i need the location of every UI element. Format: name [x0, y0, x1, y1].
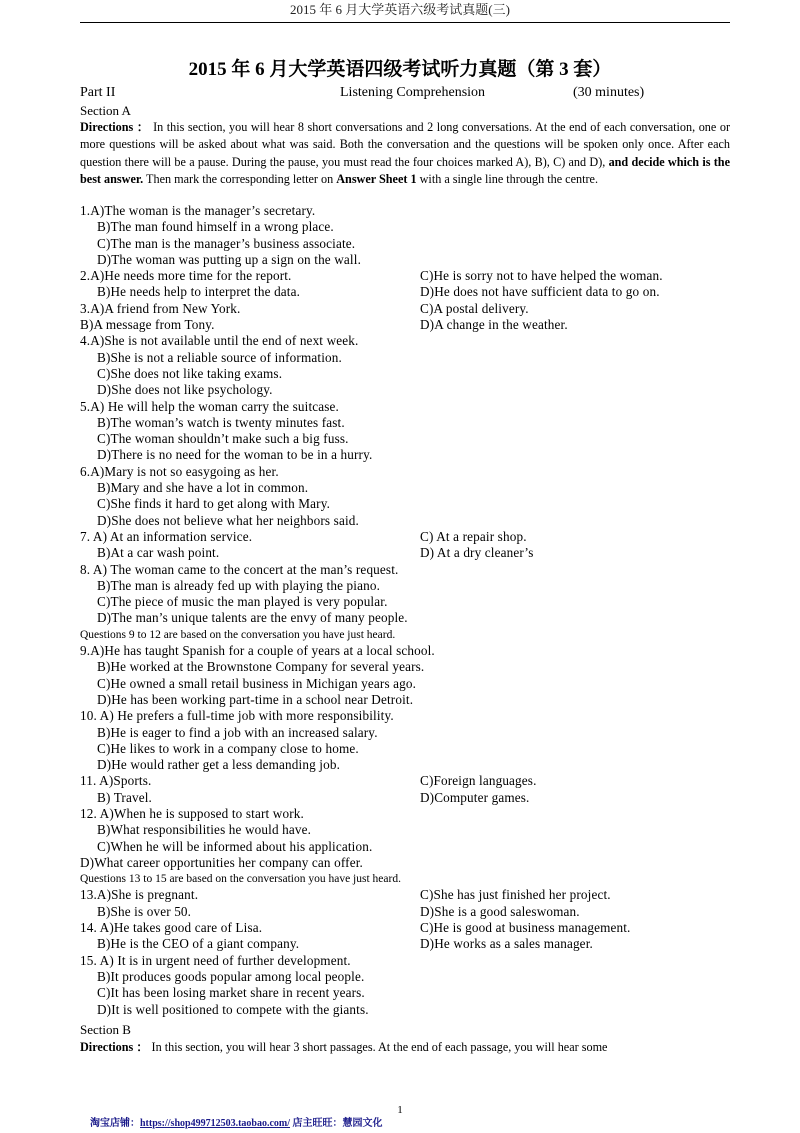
question-line [80, 725, 740, 741]
question-line [80, 887, 740, 903]
question-line [80, 806, 740, 822]
section-a-label: Section A [80, 103, 131, 118]
questions-list [80, 203, 740, 1018]
question-line [80, 562, 740, 578]
option-text: D)It is well positioned to compete with the giants. [97, 1001, 369, 1017]
question-line [80, 708, 740, 724]
question-line [80, 496, 740, 512]
question-line [80, 382, 740, 398]
section-a-directions [80, 119, 730, 188]
question-line [80, 969, 740, 985]
question-line [80, 366, 740, 382]
question-line [80, 855, 740, 871]
footer [90, 1118, 383, 1130]
option-text-right: C)He is good at business management. [420, 920, 631, 936]
footer-owner: 店主旺旺：慧园文化 [290, 1118, 383, 1129]
option-text: B)He is eager to find a job with an increased salary. [97, 724, 378, 740]
option-text-right: C)He is sorry not to have helped the woman. [420, 268, 663, 284]
question-line [80, 252, 740, 268]
question-line [80, 399, 740, 415]
option-text: D)She does not believe what her neighbors said. [97, 512, 359, 528]
directions-label: Directions ： [80, 1040, 149, 1054]
question-line [80, 513, 740, 529]
option-text: B)He is the CEO of a giant company. [97, 936, 300, 952]
option-text: B)It produces goods popular among local people. [97, 968, 365, 984]
part-time: (30 minutes) [573, 85, 645, 100]
question-line [80, 268, 740, 284]
option-text-right: C)Foreign languages. [420, 773, 537, 789]
option-text: Questions 9 to 12 are based on the conversation you have just heard. [80, 628, 396, 641]
option-text: B)The man is already fed up with playing the piano. [97, 577, 381, 593]
option-text-right: D)She is a good saleswoman. [420, 903, 580, 919]
part-label: Part II [80, 85, 116, 100]
option-text: B)He needs help to interpret the data. [97, 284, 301, 300]
option-text: D)There is no need for the woman to be in a hurry. [97, 447, 373, 463]
question-line [80, 953, 740, 969]
option-text: 6.A)Mary is not so easygoing as her. [80, 463, 279, 479]
option-text: 11. A)Sports. [80, 773, 152, 789]
option-text: C)She finds it hard to get along with Mary. [97, 496, 331, 512]
directions-text: In this section, you will hear 8 short conversations and 2 long conversations. At the end of each conversation, one or more questions will be asked about what was said. Both the conversation and the questions will be spoken only once. After each question there will be a pause. During the pause, you must read the four choices marked A), B), C) and D), [80, 120, 731, 169]
question-line [80, 529, 740, 545]
part-name: Listening Comprehension [340, 85, 486, 100]
directions-label: Directions ： [80, 120, 150, 134]
option-text: B)The man found himself in a wrong place. [97, 219, 334, 235]
option-text: 12. A)When he is supposed to start work. [80, 805, 304, 821]
section-b-directions [80, 1039, 730, 1056]
question-line [80, 464, 740, 480]
question-line [80, 284, 740, 300]
option-text: 15. A) It is in urgent need of further development. [80, 952, 351, 968]
question-line [80, 1002, 740, 1018]
option-text: 5.A) He will help the woman carry the suitcase. [80, 398, 339, 414]
option-text: C)The piece of music the man played is very popular. [97, 594, 388, 610]
question-line [80, 236, 740, 252]
question-line [80, 822, 740, 838]
option-text: D)He would rather get a less demanding job. [97, 757, 341, 773]
question-line [80, 545, 740, 561]
question-line [80, 333, 740, 349]
directions-bold-end: Answer Sheet 1 [336, 171, 417, 186]
option-text: 4.A)She is not available until the end of next week. [80, 333, 359, 349]
question-line [80, 301, 740, 317]
option-text: 3.A)A friend from New York. [80, 300, 241, 316]
question-line [80, 920, 740, 936]
question-line [80, 594, 740, 610]
question-line [80, 431, 740, 447]
question-line [80, 773, 740, 789]
question-group-note [80, 627, 740, 643]
question-line [80, 839, 740, 855]
option-text: 2.A)He needs more time for the report. [80, 268, 292, 284]
option-text: 13.A)She is pregnant. [80, 887, 199, 903]
option-text: C)He likes to work in a company close to home. [97, 740, 359, 756]
option-text-right: C)She has just finished her project. [420, 887, 611, 903]
option-text: B)She is over 50. [97, 903, 192, 919]
question-line [80, 415, 740, 431]
option-text: 8. A) The woman came to the concert at the man’s request. [80, 561, 399, 577]
question-line [80, 790, 740, 806]
option-text: 9.A)He has taught Spanish for a couple of years at a local school. [80, 643, 435, 659]
option-text: D)The man’s unique talents are the envy of many people. [97, 610, 408, 626]
directions-text-3: with a single line through the centre. [416, 171, 598, 186]
part-line [80, 84, 730, 102]
option-text: D)What career opportunities her company can offer. [80, 854, 363, 870]
question-line [80, 936, 740, 952]
footer-shop-link[interactable]: https://shop499712503.taobao.com/ [140, 1118, 291, 1129]
option-text: C)The woman shouldn’t make such a big fuss. [97, 431, 349, 447]
option-text: C)It has been losing market share in recent years. [97, 985, 365, 1001]
question-line [80, 203, 740, 219]
footer-shop-label: 淘宝店铺： [90, 1118, 140, 1129]
option-text-right: C)A postal delivery. [420, 300, 529, 316]
option-text: B) Travel. [97, 789, 152, 805]
option-text: B)What responsibilities he would have. [97, 822, 312, 838]
option-text-right: C) At a repair shop. [420, 528, 527, 544]
question-group-note [80, 871, 740, 887]
option-text: 1.A)The woman is the manager’s secretary. [80, 203, 316, 218]
question-line [80, 447, 740, 463]
question-line [80, 676, 740, 692]
page-number: 1 [397, 1104, 403, 1116]
option-text: B)The woman’s watch is twenty minutes fast. [97, 414, 345, 430]
option-text-right: D)He does not have sufficient data to go on. [420, 284, 660, 300]
option-text-right: D)A change in the weather. [420, 317, 568, 333]
directions-text: In this section, you will hear 3 short passages. At the end of each passage, you will hear some [151, 1040, 608, 1054]
option-text: B)Mary and she have a lot in common. [97, 480, 309, 496]
directions-text-2: Then mark the corresponding letter on [143, 171, 337, 186]
question-line [80, 578, 740, 594]
option-text: B)At a car wash point. [97, 545, 220, 561]
question-line [80, 350, 740, 366]
option-text-right: D)He works as a sales manager. [420, 936, 593, 952]
option-text: C)He owned a small retail business in Michigan years ago. [97, 675, 417, 691]
option-text: D)He has been working part-time in a school near Detroit. [97, 691, 414, 707]
running-header: 2015 年 6 月大学英语六级考试真题(三) [290, 2, 510, 17]
option-text: Questions 13 to 15 are based on the conversation you have just heard. [80, 873, 401, 886]
option-text: 10. A) He prefers a full-time job with more responsibility. [80, 708, 394, 724]
question-line [80, 480, 740, 496]
question-line [80, 643, 740, 659]
option-text: C)When he will be informed about his application. [97, 838, 373, 854]
option-text: B)He worked at the Brownstone Company for several years. [97, 659, 425, 675]
option-text: D)The woman was putting up a sign on the wall. [97, 251, 362, 267]
option-text: D)She does not like psychology. [97, 382, 273, 398]
section-b-label: Section B [80, 1022, 131, 1037]
question-line [80, 985, 740, 1001]
page-title: 2015 年 6 月大学英语四级考试听力真题（第 3 套） [188, 59, 612, 80]
option-text: 7. A) At an information service. [80, 528, 253, 544]
question-line [80, 317, 740, 333]
question-line [80, 610, 740, 626]
header-rule [80, 22, 730, 23]
option-text-right: D) At a dry cleaner’s [420, 545, 534, 561]
question-line [80, 659, 740, 675]
option-text: B)A message from Tony. [80, 317, 215, 333]
option-text: C)The man is the manager’s business associate. [97, 235, 356, 251]
option-text: C)She does not like taking exams. [97, 365, 283, 381]
question-line [80, 219, 740, 235]
question-line [80, 692, 740, 708]
directions-bold-mid: and decide which is the best answer. [80, 154, 730, 186]
question-line [80, 741, 740, 757]
option-text: B)She is not a reliable source of information. [97, 349, 342, 365]
option-text: 14. A)He takes good care of Lisa. [80, 920, 263, 936]
option-text-right: D)Computer games. [420, 789, 530, 805]
question-line [80, 904, 740, 920]
question-line [80, 757, 740, 773]
